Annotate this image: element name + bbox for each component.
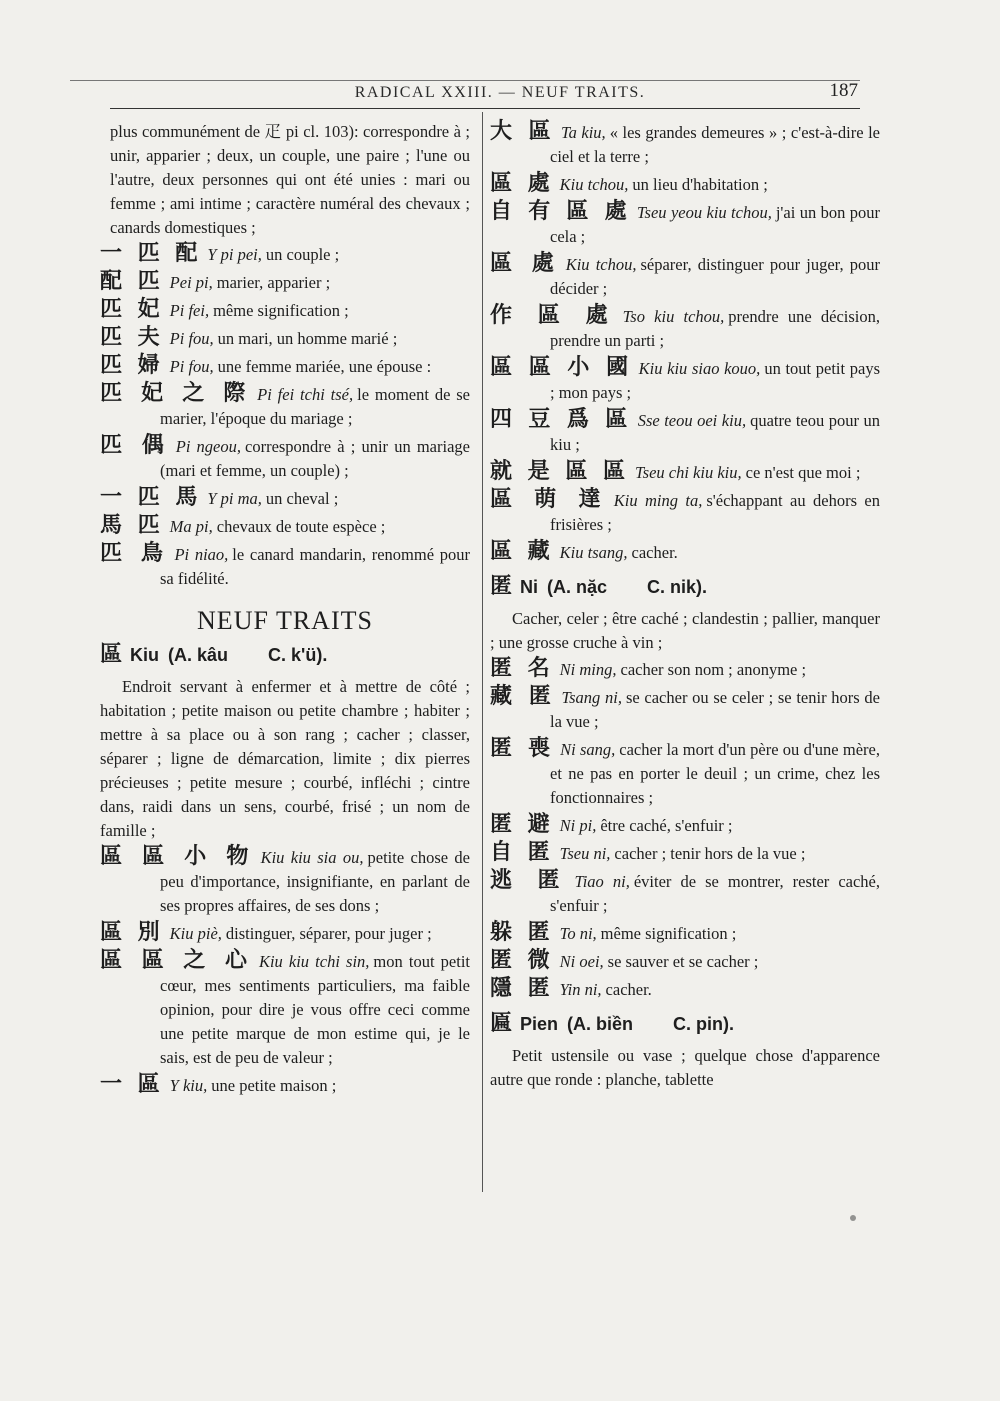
entry-characters: 匹 鳥 <box>100 541 169 566</box>
dictionary-entry <box>490 921 880 946</box>
entry-characters: 一 區 <box>100 1072 164 1097</box>
dictionary-entry <box>100 921 470 946</box>
entry-definition: être caché, s'enfuir ; <box>600 816 733 835</box>
entry-romanization: Pi fei tchi tsé, <box>257 385 354 404</box>
entry-characters: 匹 妃 之 際 <box>100 381 252 406</box>
entry-romanization: Y pi pei, <box>207 245 262 264</box>
entry-characters: 匹 夫 <box>100 325 164 350</box>
entry-characters: 區 區 小 國 <box>490 355 633 380</box>
entry-definition: cacher son nom ; anonyme ; <box>620 660 807 679</box>
header-bottom-rule <box>110 108 860 109</box>
entry-list <box>100 242 470 591</box>
entry-romanization: Kiu kiu siao kouo, <box>638 359 761 378</box>
head-annamite: (A. nặc <box>547 577 608 597</box>
dictionary-entry <box>100 514 470 539</box>
dictionary-entry <box>490 869 880 918</box>
entry-definition: mon tout petit cœur, mes sentiments particuliers, ma faible opinion, pour dire je vous offre ceci comme une petite marque de mon estime qui, je le sais, est de peu de valeur ; <box>160 952 470 1067</box>
entry-romanization: Ni sang, <box>560 740 616 759</box>
entry-definition: même signification ; <box>213 301 349 320</box>
entry-definition: une femme mariée, une épouse : <box>217 357 432 376</box>
dictionary-entry <box>490 172 880 197</box>
head-cantonese: C. nik). <box>647 577 708 597</box>
entry-romanization: Tseu ni, <box>559 844 611 863</box>
entry-characters: 區 別 <box>100 920 164 945</box>
entry-definition: un couple ; <box>265 245 340 264</box>
entry-definition: « les grandes demeures » ; c'est-à-dire le ciel et la terre ; <box>550 123 880 166</box>
entry-definition: correspondre à ; unir un mariage (mari et femme, un couple) ; <box>160 437 470 480</box>
head-cantonese: C. k'ü). <box>268 645 328 665</box>
entry-definition: une petite maison ; <box>211 1076 337 1095</box>
entry-definition: s'échappant au dehors en frisières ; <box>550 491 880 534</box>
dictionary-entry <box>490 737 880 810</box>
entry-characters: 大 區 <box>490 119 555 144</box>
entry-characters: 匹 妃 <box>100 297 164 322</box>
entry-definition: même signification ; <box>600 924 737 943</box>
ink-spot <box>850 1215 856 1221</box>
entry-romanization: Yin ni, <box>559 980 602 999</box>
entry-definition: ce n'est que moi ; <box>745 463 861 482</box>
dictionary-entry <box>100 354 470 379</box>
entry-romanization: Kiu kiu sia ou, <box>260 848 364 867</box>
entry-definition: se sauver et se cacher ; <box>607 952 759 971</box>
entry-romanization: Tiao ni, <box>574 872 630 891</box>
entry-romanization: Y kiu, <box>169 1076 208 1095</box>
entry-characters: 配 匹 <box>100 269 164 294</box>
entry-definition: le moment de se marier, l'époque du mariage ; <box>160 385 471 428</box>
entry-characters: 自 有 區 處 <box>490 199 631 224</box>
dictionary-entry <box>100 949 470 1070</box>
entry-romanization: Ni ming, <box>559 660 617 679</box>
dictionary-entry <box>490 540 880 565</box>
head-definition: Endroit servant à enfermer et à mettre de côté ; habitation ; petite maison ou petite chambre ; habiter ; mettre à sa place ou à son rang ; cacher ; classer, séparer ; ligne de démarcation, limite ; dix pierres précieuses ; petite mesure ; courbé, infléchi ; cintre dans, raidi dans un sens, courbé, frisé ; un nom de famille ; <box>100 677 470 840</box>
entry-romanization: Pei pi, <box>169 273 213 292</box>
entry-definition: marier, apparier ; <box>216 273 331 292</box>
dictionary-entry <box>100 382 470 431</box>
dictionary-entry <box>490 488 880 537</box>
head-entry-ni <box>490 575 880 599</box>
head-entry-kiu <box>100 643 470 667</box>
entry-characters: 匹 偶 <box>100 433 170 458</box>
left-column <box>100 120 470 1101</box>
entry-definition: le canard mandarin, renommé pour sa fidélité. <box>160 545 470 588</box>
dictionary-entry <box>100 242 470 267</box>
entry-definition: prendre une décision, prendre un parti ; <box>550 307 880 350</box>
dictionary-entry <box>100 486 470 511</box>
entry-romanization: Ma pi, <box>169 517 213 536</box>
entry-definition: un mari, un homme marié ; <box>217 329 398 348</box>
entry-characters: 自 匿 <box>490 840 554 865</box>
section-title: NEUF TRAITS <box>197 606 373 635</box>
head-rom: Ni <box>520 577 539 597</box>
entry-romanization: Pi fou, <box>169 329 214 348</box>
entry-romanization: Kiu tsang, <box>559 543 628 562</box>
entry-characters: 匿 名 <box>490 656 554 681</box>
entry-characters: 就 是 區 區 <box>490 459 629 484</box>
entry-characters: 區 區 之 心 <box>100 948 253 973</box>
entry-characters: 四 豆 爲 區 <box>490 407 632 432</box>
head-cantonese: C. pin). <box>673 1014 735 1034</box>
dictionary-entry <box>490 120 880 169</box>
dictionary-entry <box>490 200 880 249</box>
entry-definition: éviter de se montrer, rester caché, s'enfuir ; <box>550 872 880 915</box>
head-char: 匾 <box>490 1011 513 1036</box>
entry-definition: cacher. <box>605 980 652 999</box>
entry-definition: cacher ; tenir hors de la vue ; <box>614 844 806 863</box>
entry-romanization: Kiu tchou, <box>565 255 637 274</box>
entry-definition: petite chose de peu d'importance, insignifiante, en parlant de ses propres affaires, de ses dons ; <box>160 848 470 915</box>
dictionary-entry <box>100 1073 470 1098</box>
entry-definition: séparer, distinguer pour juger, pour décider ; <box>550 255 880 298</box>
head-annamite: (A. kâu <box>168 645 229 665</box>
dictionary-entry <box>100 270 470 295</box>
dictionary-entry <box>490 685 880 734</box>
entry-characters: 逃 匿 <box>490 868 569 893</box>
entry-characters: 區 萌 達 <box>490 487 608 512</box>
entry-characters: 匿 避 <box>490 812 554 837</box>
entry-characters: 馬 匹 <box>100 513 164 538</box>
entry-romanization: Kiu piè, <box>169 924 222 943</box>
entry-romanization: Pi fei, <box>169 301 210 320</box>
entry-definition: un lieu d'habitation ; <box>632 175 768 194</box>
entry-romanization: Pi ngeou, <box>175 437 241 456</box>
entry-romanization: Kiu ming ta, <box>613 491 703 510</box>
intro-paragraph: plus communément de 疋 pi cl. 103): correspondre à ; unir, apparier ; deux, un couple, une paire ; l'une ou l'autre, deux personnes qui ont été unies : mari ou femme ; ami intime ; caractère numéral des chevaux ; canards domestiques ; <box>110 122 470 237</box>
dictionary-entry <box>490 657 880 682</box>
dictionary-entry <box>490 408 880 457</box>
entry-definition: se cacher ou se celer ; se tenir hors de la vue ; <box>550 688 880 731</box>
entry-definition: un tout petit pays ; mon pays ; <box>550 359 880 402</box>
head-char: 區 <box>100 642 123 667</box>
entry-definition: cacher. <box>631 543 678 562</box>
entry-definition: distinguer, séparer, pour juger ; <box>225 924 432 943</box>
entry-romanization: Pi fou, <box>169 357 214 376</box>
head-definition: Petit ustensile ou vase ; quelque chose d'apparence autre que ronde : planche, tablette <box>490 1046 880 1089</box>
entry-list <box>490 120 880 565</box>
entry-definition: chevaux de toute espèce ; <box>216 517 386 536</box>
dictionary-entry <box>100 434 470 483</box>
entry-definition: cacher la mort d'un père ou d'une mère, et ne pas en porter le deuil ; un crime, chez les fonctionnaires ; <box>550 740 880 807</box>
entry-characters: 藏 匿 <box>490 684 556 709</box>
entry-characters: 區 區 小 物 <box>100 844 255 869</box>
entry-romanization: Y pi ma, <box>207 489 262 508</box>
header-top-rule <box>70 80 860 81</box>
head-entry-pien <box>490 1012 880 1036</box>
head-char: 匿 <box>490 574 513 599</box>
entry-characters: 區 處 <box>490 251 560 276</box>
head-definition: Cacher, celer ; être caché ; clandestin ; pallier, manquer ; une grosse cruche à vin ; <box>490 609 880 652</box>
entry-list <box>100 845 470 1098</box>
entry-characters: 一 匹 配 <box>100 241 202 266</box>
entry-definition: un cheval ; <box>265 489 339 508</box>
head-rom: Pien <box>520 1014 559 1034</box>
dictionary-entry <box>100 542 470 591</box>
entry-romanization: To ni, <box>559 924 597 943</box>
dictionary-entry <box>490 841 880 866</box>
dictionary-entry <box>490 460 880 485</box>
entry-romanization: Sse teou oei kiu, <box>637 411 747 430</box>
entry-characters: 作 區 處 <box>490 303 617 328</box>
entry-characters: 匿 微 <box>490 948 554 973</box>
entry-characters: 一 匹 馬 <box>100 485 202 510</box>
entry-romanization: Ni pi, <box>559 816 597 835</box>
entry-characters: 區 藏 <box>490 539 554 564</box>
dictionary-entry <box>100 845 470 918</box>
entry-romanization: Tsang ni, <box>561 688 622 707</box>
entry-romanization: Tseu chi kiu kiu, <box>634 463 742 482</box>
dictionary-entry <box>490 977 880 1002</box>
entry-definition: quatre teou pour un kiu ; <box>550 411 880 454</box>
dictionary-entry <box>100 298 470 323</box>
entry-romanization: Ta kiu, <box>560 123 606 142</box>
entry-romanization: Tso kiu tchou, <box>622 307 725 326</box>
dictionary-entry <box>490 252 880 301</box>
entry-romanization: Ni oei, <box>559 952 604 971</box>
entry-romanization: Tseu yeou kiu tchou, <box>636 203 772 222</box>
dictionary-entry <box>100 326 470 351</box>
entry-definition: j'ai un bon pour cela ; <box>550 203 880 246</box>
entry-characters: 匹 婦 <box>100 353 164 378</box>
entry-characters: 區 處 <box>490 171 554 196</box>
right-column <box>490 120 880 1094</box>
column-divider <box>482 112 483 1192</box>
entry-list <box>490 657 880 1002</box>
dictionary-entry <box>490 813 880 838</box>
entry-romanization: Pi niao, <box>174 545 229 564</box>
page-number: 187 <box>829 80 858 101</box>
entry-romanization: Kiu kiu tchi sin, <box>258 952 370 971</box>
entry-characters: 匿 喪 <box>490 736 555 761</box>
dictionary-entry <box>490 304 880 353</box>
dictionary-entry <box>490 356 880 405</box>
entry-romanization: Kiu tchou, <box>559 175 629 194</box>
running-title: RADICAL XXIII. — NEUF TRAITS. <box>354 84 646 101</box>
head-annamite: (A. biền <box>567 1014 634 1034</box>
dictionary-entry <box>490 949 880 974</box>
head-rom: Kiu <box>130 645 160 665</box>
entry-characters: 隱 匿 <box>490 976 554 1001</box>
entry-characters: 躲 匿 <box>490 920 554 945</box>
